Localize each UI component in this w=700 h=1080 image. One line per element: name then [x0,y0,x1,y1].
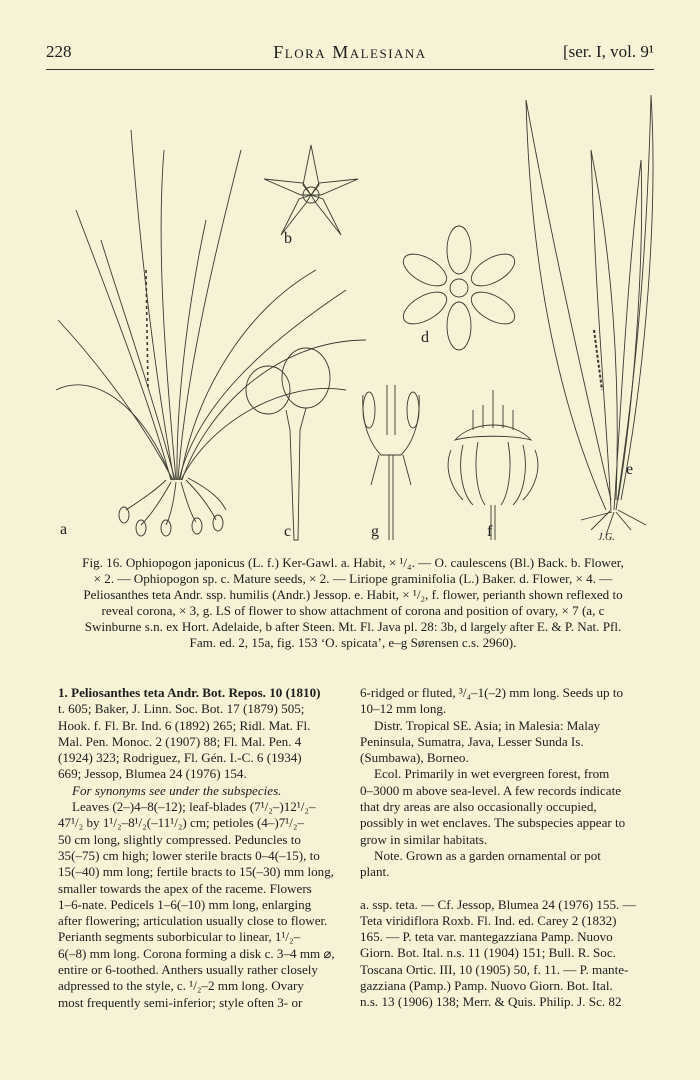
flower-g-drawing [363,385,420,540]
text-line: 1–6-nate. Pedicels 1–6(–10) mm long, enlarging [58,896,312,912]
text-line: 47¹/₂ by 1¹/₂–8¹/₂(–11¹/₂) cm; petioles (4–)7¹/₂– [58,815,304,831]
habit-e-drawing [526,95,653,535]
text-line: that dry areas are also occasionally occupied, [360,799,597,815]
caption-line: Peliosanthes teta Andr. ssp. humilis (Andr.) Jessop. e. Habit, × ¹/₂, f. flower, perianth shown reflexed to [83,587,623,602]
text-line: (1924) 323; Rodriguez, Fl. Gén. I.-C. 6 (1934) [58,750,302,766]
text-line: n.s. 13 (1906) 138; Merr. & Quis. Philip. J. Sc. 82 [360,994,622,1010]
figure-drawing [46,90,658,550]
text-line: after flowering; articulation usually close to flower. [58,913,328,929]
figure-label-e: e [626,461,634,478]
flower-b-drawing [264,145,358,235]
figure-label-a: a [60,521,68,538]
caption-line: Fig. 16. Ophiopogon japonicus (L. f.) Ker-Gawl. a. Habit, × ¹/₄. — O. caulescens (Bl.) Back. b. Flower, [82,555,624,570]
left-column [58,685,342,1011]
caption-line: reveal corona, × 3, g. LS of flower to show attachment of corona and position of ovary, × 7 (a, c [101,603,605,618]
text-line: Toscana Ortic. III, 10 (1905) 50, f. 11. — P. mante- [360,961,629,977]
text-line: 15(–40) mm long; fertile bracts to 15(–30) mm long, [58,864,335,880]
text-line: grow in similar habitats. [360,831,488,847]
text-line: 6(–8) mm long. Corona forming a disk c. 3–4 mm ⌀, [58,945,335,961]
figure-label-g: g [371,523,379,540]
text-line: Ecol. Primarily in wet evergreen forest, from [374,766,610,782]
figure-label-b: b [284,230,292,247]
right-column [360,685,646,1011]
text-line: Peninsula, Sumatra, Java, Lesser Sunda Is. [360,733,584,749]
text-line: 165. — P. teta var. mantegazziana Pamp. Nuovo [360,929,613,945]
habit-a-drawing [56,130,366,536]
artist-signature: J.G. [598,532,615,543]
flower-d-drawing [398,226,520,350]
text-line: 35(–75) cm high; lower sterile bracts 0–4(–15), to [58,847,320,863]
figure-label-f: f [487,523,493,540]
text-line: gazziana (Pamp.) Pamp. Nuovo Giorn. Bot. Ital. [360,978,613,994]
text-line: 50 cm long, slightly compressed. Peduncles to [58,831,301,847]
text-line: Leaves (2–)4–8(–12); leaf-blades (7¹/₂–)12¹/₂– [72,799,316,815]
text-line: possibly in wet enclaves. The subspecies appear to [360,815,626,831]
text-line: Giorn. Bot. Ital. n.s. 11 (1904) 151; Bull. R. Soc. [360,945,616,961]
text-line: 10–12 mm long. [360,701,447,717]
text-line: entire or 6-toothed. Anthers usually rather closely [58,962,318,978]
journal-title: Flora Malesiana [273,42,427,62]
page-number: 228 [46,42,72,61]
text-line: (Sumbawa), Borneo. [360,750,469,766]
text-line: most frequently semi-inferior; style often 3- or [58,994,303,1010]
text-line: smaller towards the apex of the raceme. Flowers [58,880,312,896]
text-line: For synonyms see under the subspecies. [72,782,282,798]
flower-f-drawing [448,390,538,540]
text-line: Teta viridiflora Roxb. Fl. Ind. ed. Carey 2 (1832) [360,912,617,928]
text-line: Note. Grown as a garden ornamental or pot [374,847,601,863]
text-line: t. 605; Baker, J. Linn. Soc. Bot. 17 (1879) 505; [58,701,305,717]
series-volume: [ser. I, vol. 9¹ [562,42,654,61]
text-line: 0–3000 m above sea-level. A few records indicate [360,782,622,798]
figure-label-c: c [284,523,292,540]
text-line: Mal. Pen. Monoc. 2 (1907) 88; Fl. Mal. Pen. 4 [58,733,302,749]
running-header [46,42,654,66]
botanical-figure [46,90,658,550]
text-line: 1. Peliosanthes teta Andr. Bot. Repos. 10 (1810) [58,685,321,700]
text-line: Perianth segments suborbicular to linear, 1¹/₂– [58,929,301,945]
caption-line: Swinburne s.n. ex Hort. Adelaide, b after Steen. Mt. Fl. Java pl. 28: 3b, d largely after E. & P. Nat. Pfl. [84,619,622,634]
header-rule [46,69,654,70]
text-line: Distr. Tropical SE. Asia; in Malesia: Malay [374,717,601,733]
text-line: a. ssp. teta. — Cf. Jessop, Blumea 24 (1976) 155. — [360,896,636,912]
text-line: plant. [360,864,390,880]
caption-line: × 2. — Ophiopogon sp. c. Mature seeds, × 2. — Liriope graminifolia (L.) Baker. d. Flower, × 4. — [93,571,613,586]
figure-caption [58,555,648,651]
text-line: 669; Jessop, Blumea 24 (1976) 154. [58,766,247,782]
text-line: adpressed to the style, c. ¹/₂–2 mm long. Ovary [58,978,304,994]
text-line: Hook. f. Fl. Br. Ind. 6 (1892) 265; Ridl. Mat. Fl. [58,717,311,733]
text-line: 6-ridged or fluted, ³/₄–1(–2) mm long. Seeds up to [360,685,624,700]
figure-label-d: d [421,329,429,346]
caption-line: Fam. ed. 2, 15a, fig. 153 ‘O. spicata’, e–g Sørensen c.s. 2960). [189,635,517,650]
